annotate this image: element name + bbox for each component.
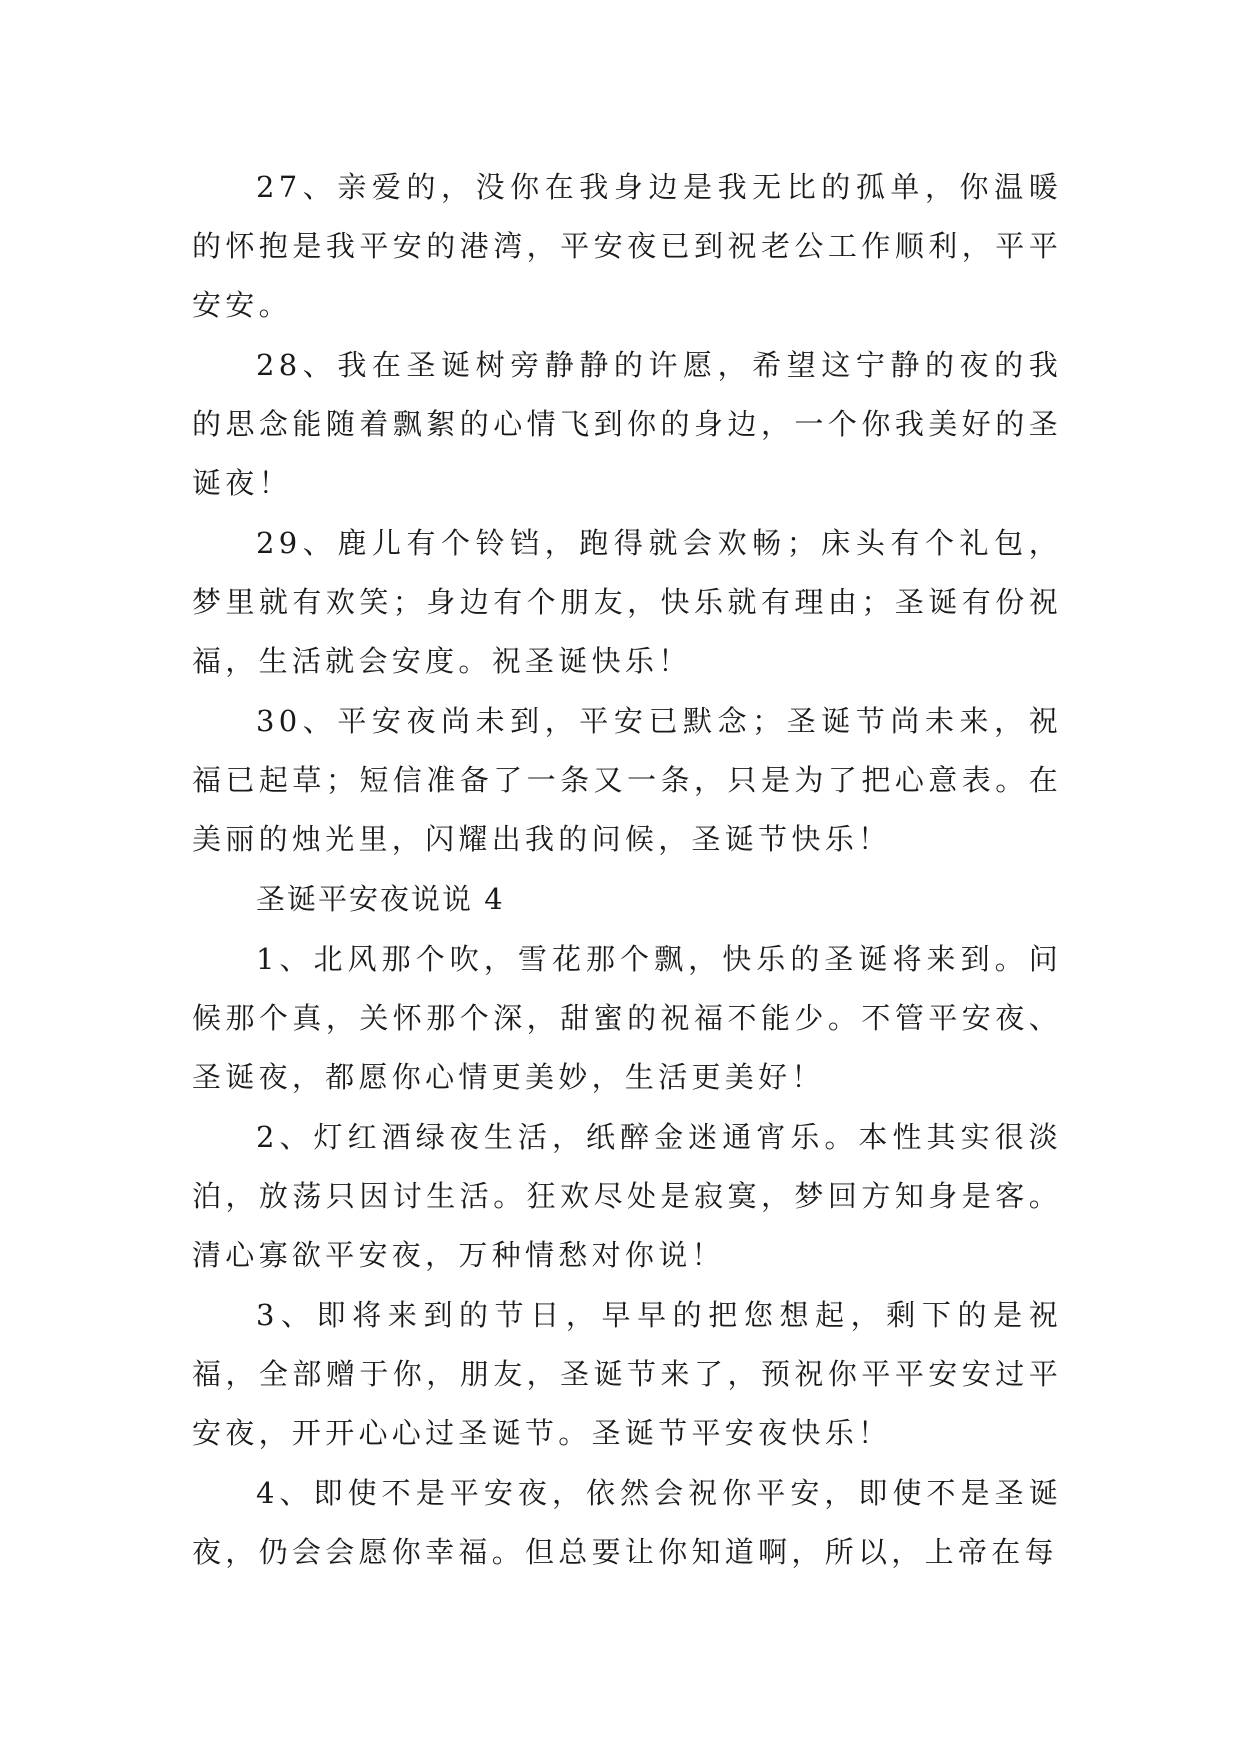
paragraph-27: 27、亲爱的，没你在我身边是我无比的孤单，你温暖的怀抱是我平安的港湾，平安夜已到祝老公工作顺利，平平安安。 <box>192 170 1062 322</box>
paragraph-30: 30、平安夜尚未到，平安已默念；圣诞节尚未来，祝福已起草；短信准备了一条又一条，只是为了把心意表。在美丽的烛光里，闪耀出我的问候，圣诞节快乐！ <box>192 704 1062 856</box>
paragraph-3: 3、即将来到的节日，早早的把您想起，剩下的是祝福，全部赠于你，朋友，圣诞节来了，预祝你平平安安过平安夜，开开心心过圣诞节。圣诞节平安夜快乐！ <box>192 1298 1062 1450</box>
section-heading: 圣诞平安夜说说 4 <box>256 882 505 916</box>
paragraph-28: 28、我在圣诞树旁静静的许愿，希望这宁静的夜的我的思念能随着飘絮的心情飞到你的身边，一个你我美好的圣诞夜！ <box>192 348 1062 500</box>
paragraph-4: 4、即使不是平安夜，依然会祝你平安，即使不是圣诞夜，仍会会愿你幸福。但总要让你知道啊，所以，上帝在每 <box>192 1476 1062 1569</box>
paragraph-2: 2、灯红酒绿夜生活，纸醉金迷通宵乐。本性其实很淡泊，放荡只因讨生活。狂欢尽处是寂寞，梦回方知身是客。清心寡欲平安夜，万种情愁对你说！ <box>192 1120 1062 1272</box>
paragraph-1: 1、北风那个吹，雪花那个飘，快乐的圣诞将来到。问候那个真，关怀那个深，甜蜜的祝福不能少。不管平安夜、圣诞夜，都愿你心情更美妙，生活更美好！ <box>192 942 1062 1094</box>
paragraph-29: 29、鹿儿有个铃铛，跑得就会欢畅；床头有个礼包，梦里就有欢笑；身边有个朋友，快乐就有理由；圣诞有份祝福，生活就会安度。祝圣诞快乐！ <box>192 526 1062 678</box>
document-body <box>192 158 1062 1583</box>
